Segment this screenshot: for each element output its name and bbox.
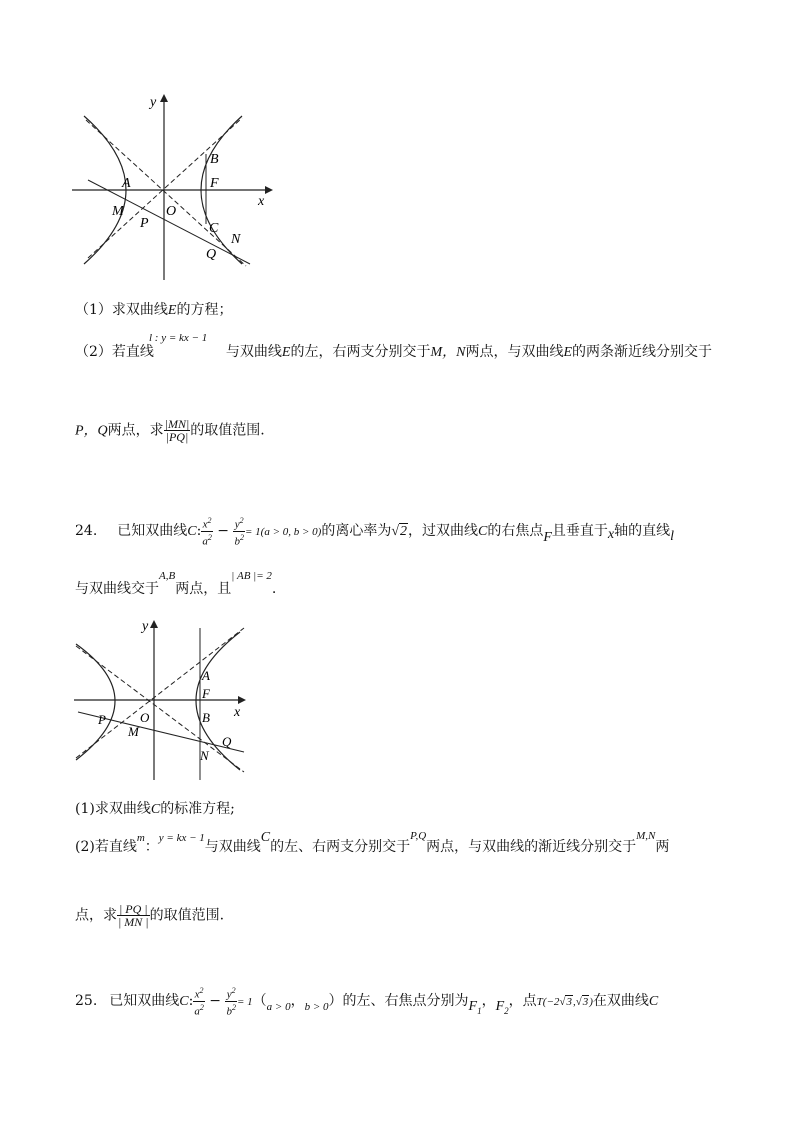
q25-sep: ， (481, 993, 496, 1010)
q23-part1-tail: 的方程； (176, 302, 233, 318)
q25-F2: $F_2$ (495, 999, 509, 1016)
label-M: M (112, 204, 124, 219)
q24-line2-c: . (271, 581, 277, 597)
label-y: y (150, 95, 157, 110)
hyperbola-figure-2 (68, 614, 258, 784)
q24-part2-colon: ： (144, 839, 159, 855)
asymptote-2 (76, 628, 244, 758)
label-O: O (140, 710, 150, 725)
q23-part2-rest2: 两点，与双曲线 (465, 344, 564, 360)
hyperbola-figure-1 (60, 88, 290, 288)
q24-number: 24. (75, 523, 98, 540)
q23-part2 (75, 343, 712, 362)
q24-line2-a: 与双曲线交于 (75, 581, 159, 597)
q24-text3: ，过双曲线 (408, 523, 479, 540)
q23-frac-den: |PQ| (164, 430, 191, 443)
q24-part2-d: 两 (655, 839, 670, 855)
q23-part1 (75, 301, 232, 320)
q24-part1-tail: 的标准方程; (160, 801, 235, 817)
q24-text6: 轴的直线 (614, 523, 671, 540)
q24-l2-b: 的取值范围. (149, 907, 225, 924)
q24-l: l (670, 529, 675, 545)
q24-l2-a: 点，求 (75, 907, 117, 924)
label-x: x (234, 705, 241, 720)
label-A: A (202, 668, 210, 683)
label-B: B (202, 710, 210, 725)
q24-fraction (117, 903, 150, 928)
q25-frac-y: $\frac{y^2}{b^2}$ (226, 986, 236, 1018)
q25-frac-x: $\frac{x^2}{a^2}$ (194, 986, 204, 1018)
y-axis-arrow (160, 94, 168, 102)
q24-part2-PQ: P,Q (410, 830, 427, 842)
q25-text3: ，点 (508, 993, 537, 1010)
q23-part2-mid: 与双曲线 (225, 344, 282, 360)
q25-paren-close: ） (328, 993, 343, 1010)
q23-part2-head: （2）若直线 (75, 344, 154, 360)
q25-a-cond: a > 0 (266, 1001, 291, 1014)
y-axis-arrow (150, 620, 158, 628)
q23-part2-E2: E (563, 345, 573, 360)
q24-part1 (75, 800, 235, 819)
q25-paren-open: （ (252, 993, 267, 1010)
label-A: A (122, 176, 131, 191)
q23-line2 (75, 418, 265, 443)
q23-PQ: P，Q (75, 423, 108, 439)
q23-part1-head: （1）求双曲线 (75, 302, 168, 318)
label-Q: Q (222, 734, 232, 749)
q24-part1-head: (1)求双曲线 (75, 801, 151, 817)
q23-part2-rest1: 的左，右两支分别交于 (290, 344, 431, 360)
q24-C: C (187, 524, 197, 540)
label-O: O (166, 204, 177, 219)
x-axis-arrow (238, 696, 246, 704)
label-F: F (202, 686, 210, 701)
left-branch (76, 644, 115, 760)
q24-part2-c: 两点，与双曲线的渐近线分别交于 (426, 839, 637, 855)
x-axis-arrow (265, 186, 273, 194)
q24-part2-line2 (75, 903, 224, 928)
q24-stem-line1: 24. 已知双曲线C: $\frac{x^2}{a^2}$ − $\frac{y^2}{b^2}$ = 1(a > 0, b > 0)的离心率为√2，过双曲线C的右焦点F且垂直于x轴的直线l (75, 516, 675, 548)
q25-text2: 的左、右焦点分别为 (342, 993, 469, 1010)
q24-stem-line2 (75, 570, 277, 599)
q24-part2-b: 的左、右两支分别交于 (270, 839, 411, 855)
q24-part2-eq: y = kx − 1 (158, 832, 205, 844)
q24-part2-MN: M,N (636, 830, 656, 842)
q24-frac-x: $\frac{x^2}{a^2}$ (202, 516, 212, 548)
q24-x: x (607, 527, 615, 543)
q24-AB: A,B (159, 570, 176, 582)
label-B: B (210, 152, 219, 167)
q23-fraction (164, 418, 191, 443)
label-N: N (231, 232, 241, 247)
q24-frac-num: | PQ | (119, 902, 148, 916)
q23-part2-MN: M，N (430, 345, 466, 360)
label-M: M (128, 724, 139, 739)
q25-stem: 25. 已知双曲线C: $\frac{x^2}{a^2}$ − $\frac{y^2}{b^2}$ = $1(_{a > 0}$，$_{b > 0}$）的左、右焦点分别为$F_1$，$F_2$，点T(−2√3,√3)在双曲线C (75, 986, 659, 1018)
q25-text4: 在双曲线 (592, 993, 649, 1010)
q23-line2-tail: 的取值范围. (190, 422, 265, 439)
q23-part2-rest3: 的两条渐近线分别交于 (572, 344, 713, 360)
label-y: y (142, 619, 149, 634)
q24-eq-rhs: = 1 (244, 526, 261, 539)
q24-frac-den: | MN | (118, 915, 149, 929)
q23-frac-num: |MN| (164, 417, 190, 431)
label-N: N (200, 748, 209, 763)
asymptote-2 (88, 118, 242, 258)
q24-part2-m: m (136, 832, 145, 844)
q25-eq-rhs: = 1 (236, 996, 253, 1009)
q25-C2: C (648, 994, 659, 1010)
q24-absAB: | AB |= 2 (231, 570, 272, 582)
q24-cond: (a > 0, b > 0) (260, 526, 322, 539)
q24-frac-y: $\frac{y^2}{b^2}$ (234, 516, 244, 548)
q25-C: C (179, 994, 189, 1010)
label-P: P (140, 216, 149, 231)
q25-F1: $F_1$ (468, 999, 482, 1016)
q24-sqrt2: √2 (391, 524, 408, 540)
line-l (88, 180, 250, 264)
q24-part2 (75, 830, 670, 857)
q23-line2-mid: 两点，求 (107, 422, 164, 439)
q24-text4: 的右焦点 (487, 523, 544, 540)
q24-C2: C (478, 524, 488, 540)
q24-line2-b: 两点，且 (175, 581, 232, 597)
q25-point-T: T(−2√3,√3) (536, 996, 593, 1009)
q24-part2-a: 与双曲线 (204, 839, 261, 855)
q24-text2: 的离心率为 (321, 523, 392, 540)
q25-text1: 已知双曲线 (109, 993, 180, 1010)
asymptote-1 (76, 646, 244, 772)
label-C: C (209, 221, 219, 236)
q24-text5: 且垂直于 (551, 523, 608, 540)
q23-part1-E: E (167, 303, 177, 318)
label-F: F (210, 176, 219, 191)
q23-line-l-eq: l : y = kx − 1 (149, 332, 208, 344)
q24-part2-head: (2)若直线 (75, 839, 137, 855)
q25-b-cond: b > 0 (304, 1001, 329, 1014)
q24-part2-C: C (260, 830, 271, 845)
label-x: x (258, 194, 265, 209)
q24-text1: 已知双曲线 (117, 523, 188, 540)
q23-part2-E: E (281, 345, 291, 360)
label-Q: Q (206, 247, 217, 262)
asymptote-1 (86, 120, 246, 266)
q24-F: F (543, 530, 552, 546)
q25-number: 25. (75, 993, 98, 1010)
q24-part1-C: C (150, 802, 161, 817)
q25-comma: ， (290, 993, 305, 1010)
label-P: P (98, 712, 106, 727)
